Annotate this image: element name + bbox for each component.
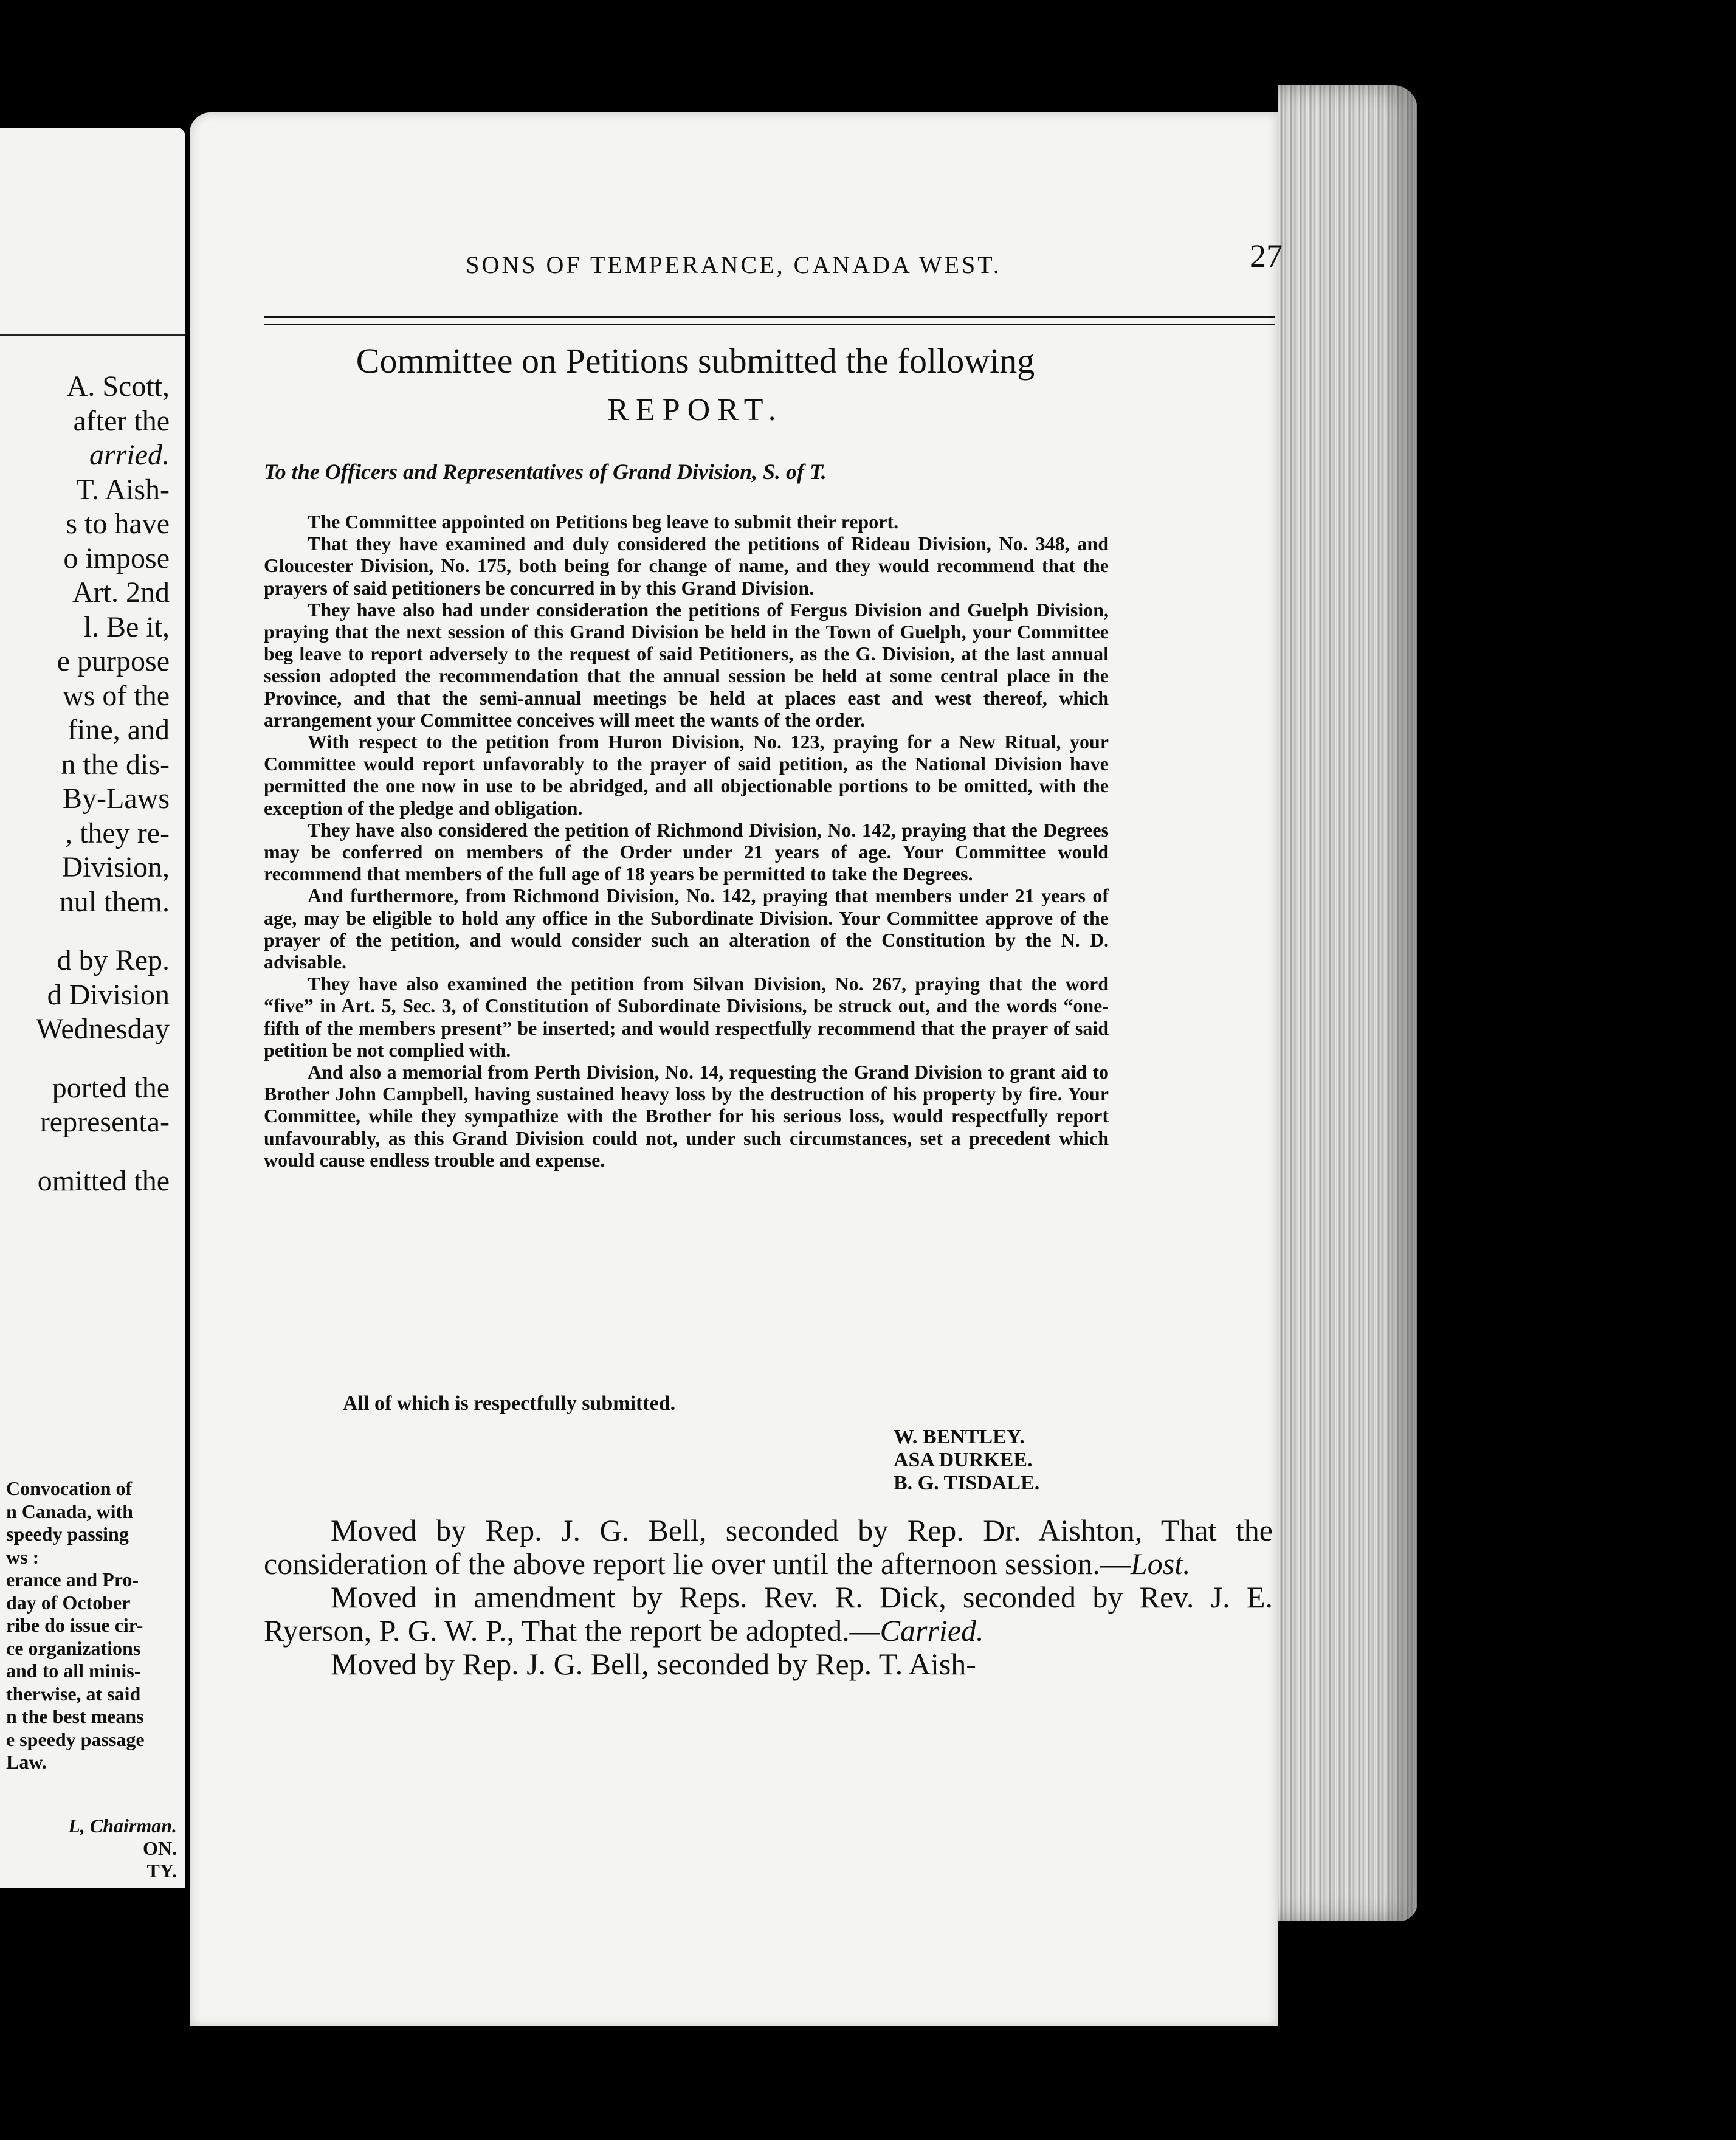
- text-line: representa-: [40, 1106, 170, 1138]
- text-line: n Canada, with: [6, 1500, 133, 1522]
- text-line: therwise, at said: [6, 1682, 141, 1705]
- left-facing-page: [0, 128, 185, 1888]
- text-line: TY.: [146, 1860, 177, 1882]
- text-line: arried.: [89, 439, 170, 471]
- motion: [264, 1648, 1273, 1681]
- report-paragraph: That they have examined and duly considered the petitions of Rideau Division, No. 348, and Gloucester Division, No. 175, both being for change of name, and they would recommend that the prayers of said petitioners be concurred in by this Grand Division.: [264, 533, 1109, 599]
- left-page-upper-text: [0, 370, 170, 1198]
- report-paragraph: And furthermore, from Richmond Division, No. 142, praying that members under 21 years of age, may be eligible to hold any office in the Subordinate Division. Your Committee approve of the prayer of the petition, and would consider such an alteration of the Constitution by the N. D. advisable.: [264, 885, 1109, 973]
- running-title: SONS OF TEMPERANCE, CANADA WEST.: [466, 251, 1002, 278]
- text-line: n the dis-: [61, 748, 170, 781]
- text-line: e purpose: [57, 645, 170, 677]
- text-line: erance and Pro-: [6, 1569, 139, 1590]
- motion: [264, 1514, 1273, 1581]
- text-line: ribe do issue cir-: [6, 1614, 143, 1636]
- report-paragraph: The Committee appointed on Petitions beg leave to submit their report.: [308, 511, 899, 533]
- text-line: ported the: [52, 1071, 170, 1104]
- signatories: [894, 1426, 1039, 1495]
- text-line: ce organizations: [6, 1637, 141, 1659]
- text-line: fine, and: [67, 714, 170, 746]
- text-line: nul them.: [59, 885, 170, 918]
- motion-text: Moved by Rep. J. G. Bell, seconded by Rep. T. Aish-: [331, 1647, 976, 1681]
- text-line: [0, 1047, 170, 1071]
- text-line: and to all minis-: [6, 1660, 141, 1682]
- text-line: , they re-: [65, 816, 170, 849]
- text-line: d Division: [47, 978, 170, 1011]
- text-line: A. Scott,: [66, 370, 170, 402]
- text-line: o impose: [63, 542, 170, 575]
- text-line: l. Be it,: [83, 610, 170, 643]
- text-line: e speedy passage: [6, 1728, 145, 1750]
- page-number: 27: [1250, 238, 1283, 274]
- report-paragraph: They have also considered the petition of Richmond Division, No. 142, praying that the Degrees may be conferred on members of the Order under 21 years of age. Your Committee would recommend that members of the full age of 18 years be permitted to take the Degrees.: [264, 818, 1109, 885]
- text-line: ws of the: [63, 679, 170, 712]
- text-line: L, Chairman.: [68, 1815, 177, 1837]
- motion-text: Moved by Rep. J. G. Bell, seconded by Rep. Dr. Aishton, That the consideration of the above report lie over until the afternoon session.—: [264, 1513, 1273, 1581]
- text-line: Division,: [61, 851, 170, 883]
- text-line: T. Aish-: [76, 473, 170, 506]
- motion-result: Carried.: [880, 1614, 984, 1648]
- text-line: ON.: [143, 1837, 177, 1859]
- salutation: To the Officers and Representatives of Grand Division, S. of T.: [264, 460, 827, 484]
- text-line: Convocation of: [6, 1477, 133, 1499]
- report-paragraph: With respect to the petition from Huron Division, No. 123, praying for a New Ritual, your Committee would report unfavorably to the prayer of said petition, as the National Division have permitted the one now in use to be abridged, and all objectionable portions to be omitted, with the exception of the pledge and obligation.: [264, 731, 1109, 819]
- committee-heading: Committee on Petitions submitted the following: [356, 341, 1035, 381]
- text-line: By-Laws: [63, 782, 170, 815]
- text-line: [0, 919, 170, 944]
- motion: [264, 1581, 1273, 1648]
- header-rule: [264, 316, 1275, 325]
- text-line: ws :: [6, 1545, 40, 1568]
- motion-text: Moved in amendment by Reps. Rev. R. Dick, seconded by Rev. J. E. Ryerson, P. G. W. P., That the report be adopted.—: [264, 1580, 1273, 1648]
- motion-result: Lost.: [1130, 1547, 1191, 1581]
- left-page-signature: [68, 1815, 177, 1882]
- left-page-lower-text: [6, 1477, 185, 1774]
- main-page: [190, 112, 1283, 2026]
- report-paragraph: They have also examined the petition from Silvan Division, No. 267, praying that the word “five” in Art. 5, Sec. 3, of Constitution of Subordinate Divisions, be struck out, and the words “one-fifth of the members present” be inserted; and would respectfully recommend that the prayer of said petition be not complied with.: [264, 973, 1109, 1061]
- text-line: day of October: [6, 1591, 131, 1614]
- report-paragraph: They have also had under consideration the petitions of Fergus Division and Guelph Division, praying that the next session of this Grand Division be held in the Town of Guelph, your Committee beg leave to report adversely to the request of said Petitioners, as the G. Division, at the last annual session adopted the recommendation that the annual session be held at some central place in the Province, and that the semi-annual meetings be held at places east and west thereof, which arrangement your Committee conceives will meet the wants of the order.: [264, 598, 1109, 731]
- signatory: B. G. TISDALE.: [894, 1472, 1040, 1494]
- signatory: ASA DURKEE.: [894, 1449, 1033, 1471]
- text-line: after the: [73, 404, 170, 437]
- running-head: [384, 237, 1283, 280]
- text-line: n the best means: [6, 1705, 144, 1727]
- text-line: s to have: [66, 508, 170, 540]
- signatory: W. BENTLEY.: [894, 1426, 1025, 1448]
- left-page-rule: [0, 334, 185, 336]
- book-page-edges: [1278, 85, 1417, 1921]
- text-line: speedy passing: [6, 1523, 129, 1545]
- text-line: d by Rep.: [57, 944, 170, 976]
- text-line: omitted the: [37, 1164, 170, 1197]
- text-line: Art. 2nd: [72, 576, 170, 609]
- closing-line: All of which is respectfully submitted.: [343, 1392, 676, 1415]
- motions: [264, 1514, 1273, 1681]
- text-line: Wednesday: [35, 1013, 170, 1045]
- report-title: REPORT.: [607, 393, 784, 427]
- report-body: [264, 511, 1109, 1171]
- report-paragraph: And also a memorial from Perth Division, No. 14, requesting the Grand Division to grant aid to Brother John Campbell, having sustained heavy loss by the destruction of his property by fire. Your Committee, while they sympathize with the Brother for his serious loss, would respectfully report unfavourably, as this Grand Division could not, under such circumstances, set a precedent which would cause endless trouble and expense.: [264, 1061, 1109, 1171]
- text-line: Law.: [6, 1751, 47, 1773]
- text-line: [0, 1140, 170, 1164]
